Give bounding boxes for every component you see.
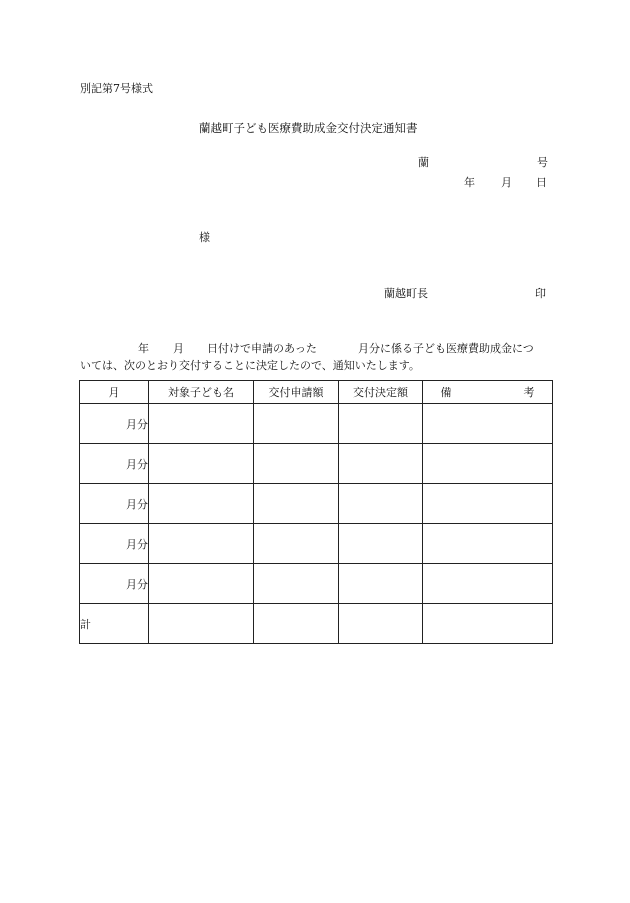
- subsidy-table: [79, 380, 553, 644]
- body-line1-rest: 月分に係る子ども医療費助成金につ: [358, 342, 534, 355]
- applied-amount-cell: [254, 524, 339, 564]
- remarks-cell: [423, 564, 553, 604]
- remarks-cell: [423, 444, 553, 484]
- child-name-cell: [149, 484, 254, 524]
- decided-amount-cell: [339, 524, 423, 564]
- child-name-cell: [149, 524, 254, 564]
- applied-amount-cell: [254, 564, 339, 604]
- body-line2: いては、次のとおり交付することに決定したので、通知いたします。: [80, 359, 420, 372]
- row-month: 月分: [80, 404, 149, 444]
- table-row: [80, 524, 553, 564]
- form-label: 別記第7号様式: [80, 82, 153, 95]
- remarks-cell: [423, 524, 553, 564]
- header-child-name: 対象子ども名: [149, 381, 254, 404]
- header-decided-amount: 交付決定額: [339, 381, 423, 404]
- seal-label: 印: [535, 287, 546, 300]
- row-month: 月分: [80, 444, 149, 484]
- total-label: 計: [80, 604, 149, 644]
- table-row: [80, 484, 553, 524]
- row-month: 月分: [80, 524, 149, 564]
- table-total-row: [80, 604, 553, 644]
- decided-amount-cell: [339, 484, 423, 524]
- decided-amount-cell: [339, 444, 423, 484]
- child-name-cell: [149, 604, 254, 644]
- body-day-text: 日付けで申請のあった: [207, 342, 317, 355]
- decided-amount-cell: [339, 604, 423, 644]
- reference-number-prefix: 蘭: [418, 156, 429, 169]
- header-applied-amount: 交付申請額: [254, 381, 339, 404]
- table-row: [80, 444, 553, 484]
- date-day-label: 日: [536, 176, 547, 189]
- document-title: 蘭越町子ども医療費助成金交付決定通知書: [199, 121, 418, 135]
- applied-amount-cell: [254, 444, 339, 484]
- header-remarks-second: 考: [523, 386, 535, 399]
- body-year-word: 年: [138, 342, 149, 355]
- table-row: [80, 404, 553, 444]
- remarks-cell: [423, 404, 553, 444]
- table-header-row: [80, 381, 553, 404]
- row-month: 月分: [80, 564, 149, 604]
- remarks-cell: [423, 484, 553, 524]
- applied-amount-cell: [254, 404, 339, 444]
- decided-amount-cell: [339, 564, 423, 604]
- body-month-word: 月: [173, 342, 184, 355]
- date-month-label: 月: [501, 176, 512, 189]
- header-remarks-first: 備: [440, 386, 452, 399]
- applied-amount-cell: [254, 484, 339, 524]
- decided-amount-cell: [339, 404, 423, 444]
- table-row: [80, 564, 553, 604]
- addressee-honorific: 様: [199, 231, 210, 244]
- applied-amount-cell: [254, 604, 339, 644]
- child-name-cell: [149, 404, 254, 444]
- header-month: 月: [80, 381, 149, 404]
- date-year-label: 年: [464, 176, 475, 189]
- reference-number-suffix: 号: [537, 156, 548, 169]
- issuer-name: 蘭越町長: [384, 287, 428, 300]
- header-remarks: [423, 381, 553, 404]
- row-month: 月分: [80, 484, 149, 524]
- child-name-cell: [149, 564, 254, 604]
- remarks-cell: [423, 604, 553, 644]
- child-name-cell: [149, 444, 254, 484]
